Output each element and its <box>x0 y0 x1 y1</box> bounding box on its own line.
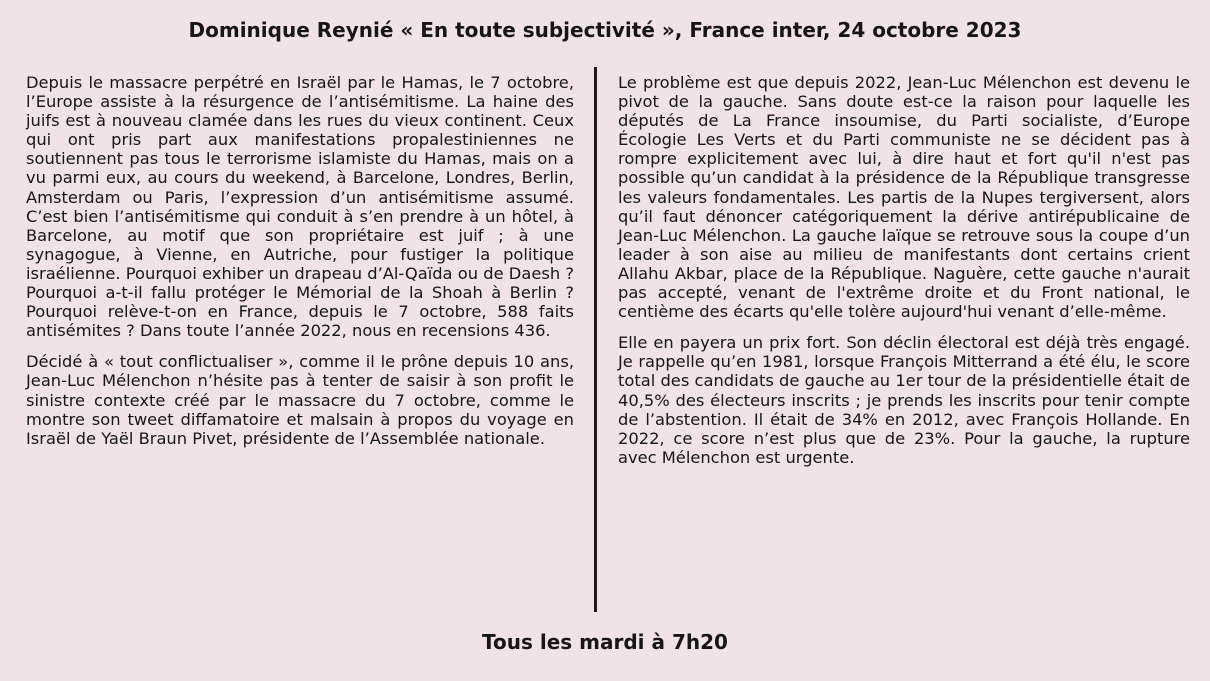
left-paragraph-1: Depuis le massacre perpétré en Israël par le Hamas, le 7 octobre, l’Europe assiste à la résurgence de l’antisémitisme. La haine des juifs est à nouveau clamée dans les rues du vieux continent. Ceux qui ont pris part aux manifestations propalestiniennes ne soutiennent pas tous le terrorisme islamiste du Hamas, mais on a vu parmi eux, au cours du weekend, à Barcelone, Londres, Berlin, Amsterdam ou Paris, l’expression d’un antisémitisme assumé. C’est bien l’antisémitisme qui conduit à s’en prendre à un hôtel, à Barcelone, au motif que son propriétaire est juif ; à une synagogue, à Vienne, en Autriche, pour fustiger la politique israélienne. Pourquoi exhiber un drapeau d’Al-Qaïda ou de Daesh ? Pourquoi a-t-il fallu protéger le Mémorial de la Shoah à Berlin ? Pourquoi relève-t-on en France, depuis le 7 octobre, 588 faits antisémites ? Dans toute l’année 2022, nous en recensions 436. <box>26 73 574 341</box>
right-paragraph-1: Le problème est que depuis 2022, Jean-Luc Mélenchon est devenu le pivot de la gauche. Sans doute est-ce la raison pour laquelle les députés de La France insoumise, du Parti socialiste, d’Europe Écologie Les Verts et du Parti communiste ne se décident pas à rompre explicitement avec lui, à dire haut et fort qu'il n'est pas possible qu’un candidat à la présidence de la République transgresse les valeurs fondamentales. Les partis de la Nupes tergiversent, alors qu’il faut dénoncer catégoriquement la dérive antirépublicaine de Jean-Luc Mélenchon. La gauche laïque se retrouve sous la coupe d’un leader à son aise au milieu de manifestants dont certains crient Allahu Akbar, place de la République. Naguère, cette gauche n'aurait pas accepté, venant de l'extrême droite et du Front national, le centième des écarts qu'elle tolère aujourd'hui venant d’elle-même. <box>618 73 1190 322</box>
column-divider <box>594 67 597 612</box>
page-title: Dominique Reynié « En toute subjectivité », France inter, 24 octobre 2023 <box>188 18 1022 42</box>
footer-schedule: Tous les mardi à 7h20 <box>482 630 728 654</box>
left-column <box>26 73 574 460</box>
left-paragraph-2: Décidé à « tout conflictualiser », comme il le prône depuis 10 ans, Jean-Luc Mélenchon n’hésite pas à tenter de saisir à son profit le sinistre contexte créé par le massacre du 7 octobre, comme le montre son tweet diffamatoire et malsain à propos du voyage en Israël de Yaël Braun Pivet, présidente de l’Assemblée nationale. <box>26 352 574 448</box>
right-column <box>618 73 1190 479</box>
right-paragraph-2: Elle en payera un prix fort. Son déclin électoral est déjà très engagé. Je rappelle qu’en 1981, lorsque François Mitterrand a été élu, le score total des candidats de gauche au 1er tour de la présidentielle était de 40,5% des électeurs inscrits ; je prends les inscrits pour tenir compte de l’abstention. Il était de 34% en 2012, avec François Hollande. En 2022, ce score n’est plus que de 23%. Pour la gauche, la rupture avec Mélenchon est urgente. <box>618 333 1190 467</box>
